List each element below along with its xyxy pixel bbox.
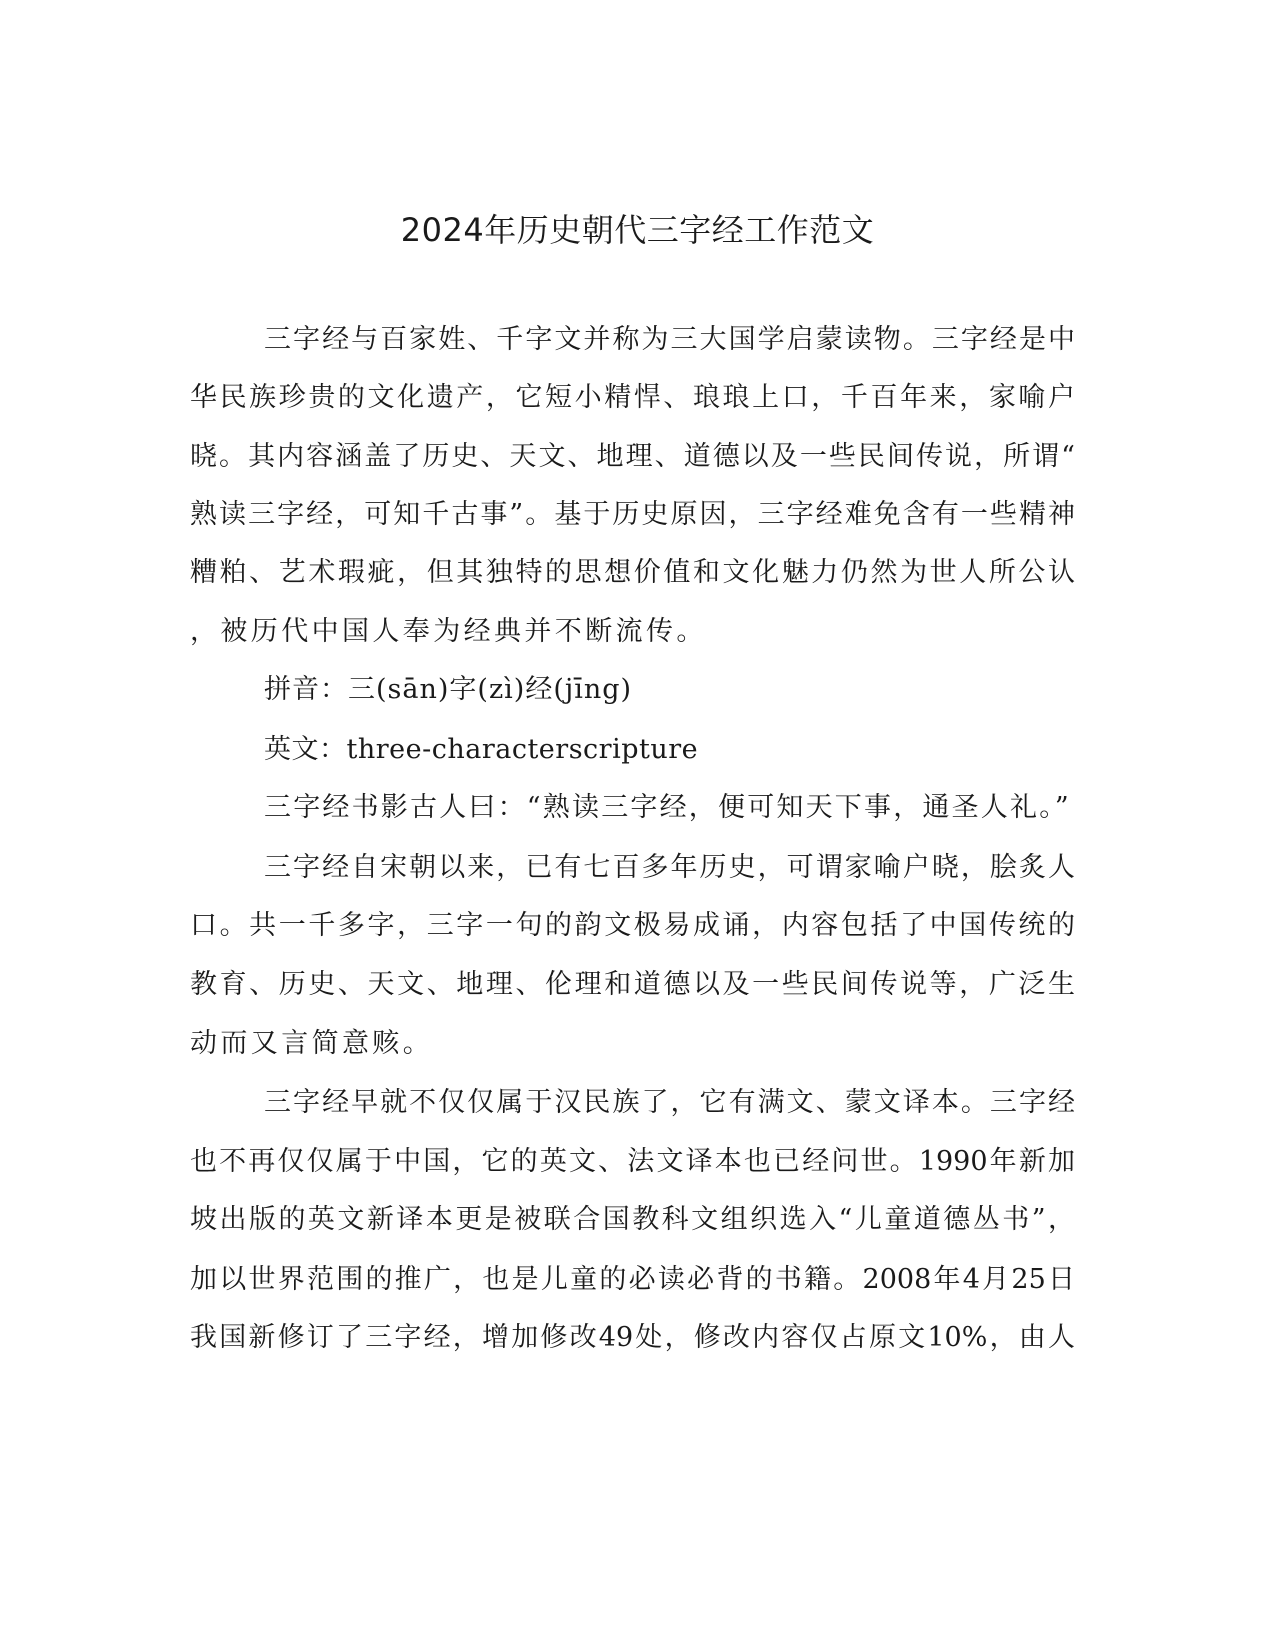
body-line: 拼音：三(sān)字(zì)经(jīng)	[264, 674, 633, 705]
body-line: 晓。其内容涵盖了历史、天文、地理、道德以及一些民间传说，所谓“	[190, 441, 1075, 472]
body-line: 英文：three-characterscripture	[264, 734, 699, 765]
body-line: 糟粕、艺术瑕疵，但其独特的思想价值和文化魅力仍然为世人所公认	[190, 557, 1075, 588]
body-line: 口。共一千多字，三字一句的韵文极易成诵，内容包括了中国传统的	[190, 910, 1075, 941]
body-line: 加以世界范围的推广，也是儿童的必读必背的书籍。2008年4月25日	[190, 1264, 1075, 1295]
body-line: 教育、历史、天文、地理、伦理和道德以及一些民间传说等，广泛生	[190, 969, 1075, 1000]
document-title: 2024年历史朝代三字经工作范文	[400, 211, 875, 249]
body-line: 动而又言简意赅。	[190, 1028, 434, 1059]
body-line: ，被历代中国人奉为经典并不断流传。	[190, 616, 707, 647]
body-line: 华民族珍贵的文化遗产，它短小精悍、琅琅上口，千百年来，家喻户	[190, 382, 1075, 413]
body-line: 三字经自宋朝以来，已有七百多年历史，可谓家喻户晓，脍炙人	[264, 852, 1075, 883]
body-line: 也不再仅仅属于中国，它的英文、法文译本也已经问世。1990年新加	[190, 1146, 1075, 1177]
body-line: 三字经与百家姓、千字文并称为三大国学启蒙读物。三字经是中	[264, 324, 1075, 355]
body-line: 坡出版的英文新译本更是被联合国教科文组织选入“儿童道德丛书”，	[190, 1204, 1075, 1235]
body-line: 三字经早就不仅仅属于汉民族了，它有满文、蒙文译本。三字经	[264, 1087, 1075, 1118]
body-line: 我国新修订了三字经，增加修改49处，修改内容仅占原文10%，由人	[190, 1322, 1075, 1353]
body-line: 熟读三字经，可知千古事”。基于历史原因，三字经难免含有一些精神	[190, 499, 1075, 530]
body-line: 三字经书影古人曰：“熟读三字经，便可知天下事，通圣人礼。”	[264, 792, 1071, 823]
